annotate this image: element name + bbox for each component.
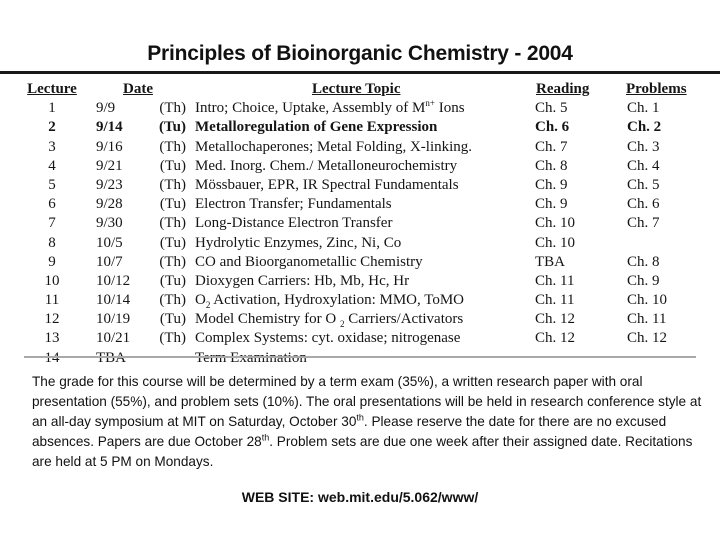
problems: Ch. 1: [627, 100, 660, 117]
lecture-number: 3: [48, 138, 56, 155]
reading: Ch. 11: [535, 292, 575, 309]
lecture-topic: [195, 272, 409, 291]
lecture-day: (Th): [159, 330, 186, 347]
table-row: [0, 253, 720, 272]
reading: Ch. 10: [535, 234, 576, 251]
topic-text: Hydrolytic Enzymes, Zinc, Ni, Co: [195, 234, 402, 251]
lecture-date: 10/12: [96, 272, 131, 289]
lecture-date: 10/5: [96, 234, 123, 251]
schedule-table: [0, 80, 720, 368]
topic-text: Complex Systems: cyt. oxidase; nitrogenase: [195, 330, 461, 347]
topic-text-post: Ions: [434, 100, 465, 117]
lecture-number: 2: [48, 119, 56, 136]
lecture-day: (Tu): [159, 196, 186, 213]
topic-text: Metallochaperones; Metal Folding, X-linking.: [195, 138, 473, 155]
lecture-topic: [195, 118, 437, 137]
lecture-number: [24, 349, 80, 368]
lecture-date: 9/9: [96, 100, 116, 117]
header-topic: Lecture Topic: [312, 81, 401, 97]
header-date: Date: [123, 81, 153, 97]
topic-text: Intro; Choice, Uptake, Assembly of M: [195, 100, 426, 117]
reading: Ch. 6: [535, 119, 570, 136]
lecture-date: 9/28: [96, 196, 123, 213]
lecture-topic: [195, 253, 423, 272]
lecture-number: 1: [48, 100, 56, 117]
problems: Ch. 4: [627, 157, 660, 174]
lecture-topic: [195, 234, 401, 253]
reading: Ch. 9: [535, 196, 568, 213]
lecture-number: 5: [48, 176, 56, 193]
problems: Ch. 7: [627, 215, 660, 232]
lecture-date: 9/21: [96, 157, 123, 174]
table-row: [0, 272, 720, 291]
table-row: [0, 310, 720, 329]
page-title: Principles of Bioinorganic Chemistry - 2004: [147, 42, 573, 65]
problems: Ch. 12: [627, 330, 668, 347]
lecture-number: 8: [48, 234, 56, 251]
header-lecture: Lecture: [27, 81, 77, 97]
lecture-day: (Th): [159, 253, 186, 270]
lecture-topic: [195, 138, 472, 157]
paragraph-part-2: . Please reserve the date for there are no excused absences. Papers are due October 28: [32, 414, 667, 449]
lecture-number: 13: [44, 330, 60, 347]
reading: Ch. 10: [535, 215, 576, 232]
lecture-date: 10/19: [96, 311, 131, 328]
lecture-day: (Tu): [159, 311, 186, 328]
lecture-topic: [195, 329, 460, 348]
topic-text: Long-Distance Electron Transfer: [195, 215, 393, 232]
topic-text: Electron Transfer; Fundamentals: [195, 196, 392, 213]
problems: Ch. 10: [627, 292, 668, 309]
reading: Ch. 5: [535, 100, 568, 117]
top-divider: [0, 71, 720, 74]
bottom-divider: [24, 356, 696, 358]
problems: Ch. 5: [627, 176, 660, 193]
problems: Ch. 11: [627, 311, 667, 328]
lecture-date: 10/14: [96, 292, 131, 309]
lecture-topic: [195, 176, 459, 195]
lecture-day: (Th): [159, 292, 186, 309]
lecture-date: [96, 349, 126, 368]
lecture-day: (Tu): [159, 119, 186, 136]
topic-text: CO and Bioorganometallic Chemistry: [195, 253, 423, 270]
topic-text: Metalloregulation of Gene Expression: [195, 119, 438, 136]
lecture-number: 10: [44, 272, 60, 289]
lecture-day: (Th): [159, 100, 186, 117]
topic-text: Mössbauer, EPR, IR Spectral Fundamentals: [195, 176, 459, 193]
reading: Ch. 7: [535, 138, 568, 155]
table-body: [0, 99, 720, 368]
reading: Ch. 12: [535, 311, 576, 328]
paragraph-part-1: The grade for this course will be determined by a term exam (35%), a written research paper with oral presentation (55%), and problem sets (10%). The oral presentations will be held in research conference style at an all-day symposium at MIT on Saturday, October 30: [32, 374, 702, 429]
lecture-day: (Th): [159, 138, 186, 155]
subscript: 2: [205, 300, 211, 311]
table-row: [0, 349, 720, 368]
lecture-day: (Tu): [159, 272, 186, 289]
problems: Ch. 9: [627, 272, 660, 289]
table-row: [0, 291, 720, 310]
lecture-date: 9/14: [96, 119, 123, 136]
lecture-topic: [195, 291, 464, 310]
lecture-day: (Tu): [159, 234, 186, 251]
grading-paragraph: [32, 372, 702, 472]
topic-text: Dioxygen Carriers: Hb, Mb, Hc, Hr: [195, 272, 410, 289]
lecture-date: 9/23: [96, 176, 123, 193]
lecture-date: 10/21: [96, 330, 131, 347]
lecture-topic: [195, 349, 307, 368]
reading: Ch. 11: [535, 272, 575, 289]
superscript-th: th: [261, 432, 270, 443]
paragraph-part-3: . Problem sets are due one week after their assigned date. Recitations are held at 5 PM on Mondays.: [32, 434, 693, 469]
problems: Ch. 3: [627, 138, 660, 155]
lecture-number: 7: [48, 215, 56, 232]
topic-text: Model Chemistry for O: [195, 311, 340, 328]
table-header-row: [0, 80, 720, 99]
lecture-day: (Th): [159, 215, 186, 232]
lecture-topic: [195, 99, 465, 118]
lecture-number: 9: [48, 253, 56, 270]
lecture-day: (Th): [159, 176, 186, 193]
superscript-th: th: [356, 412, 364, 423]
lecture-number: 4: [48, 157, 56, 174]
header-reading: Reading: [536, 81, 590, 97]
table-row: [0, 138, 720, 157]
lecture-number: 6: [48, 196, 56, 213]
subscript: 2: [339, 319, 345, 330]
superscript: n+: [425, 98, 435, 109]
lecture-topic: [195, 195, 392, 214]
reading: Ch. 9: [535, 176, 568, 193]
topic-text-post: Activation, Hydroxylation: MMO, ToMO: [210, 292, 465, 309]
lecture-topic: [195, 310, 463, 329]
table-row: [0, 118, 720, 137]
website-line: WEB SITE: web.mit.edu/5.062/www/: [241, 489, 479, 505]
problems: Ch. 6: [627, 196, 660, 213]
reading: TBA: [535, 253, 565, 270]
lecture-topic: [195, 214, 392, 233]
problems: Ch. 2: [627, 119, 662, 136]
table-row: [0, 157, 720, 176]
problems: Ch. 8: [627, 253, 660, 270]
table-row: [0, 214, 720, 233]
lecture-number: 12: [44, 311, 60, 328]
topic-text: O: [195, 292, 206, 309]
lecture-date: 9/30: [96, 215, 123, 232]
table-row: [0, 329, 720, 348]
table-row: [0, 195, 720, 214]
table-row: [0, 99, 720, 118]
lecture-topic: [195, 157, 457, 176]
lecture-date: 10/7: [96, 253, 123, 270]
topic-text: Med. Inorg. Chem./ Metalloneurochemistry: [195, 157, 458, 174]
table-row: [0, 176, 720, 195]
lecture-day: (Tu): [159, 157, 186, 174]
reading: Ch. 8: [535, 157, 568, 174]
lecture-number: 11: [44, 292, 60, 309]
reading: Ch. 12: [535, 330, 576, 347]
lecture-date: 9/16: [96, 138, 123, 155]
topic-text-post: Carriers/Activators: [344, 311, 464, 328]
header-problems: Problems: [626, 81, 687, 97]
table-row: [0, 234, 720, 253]
